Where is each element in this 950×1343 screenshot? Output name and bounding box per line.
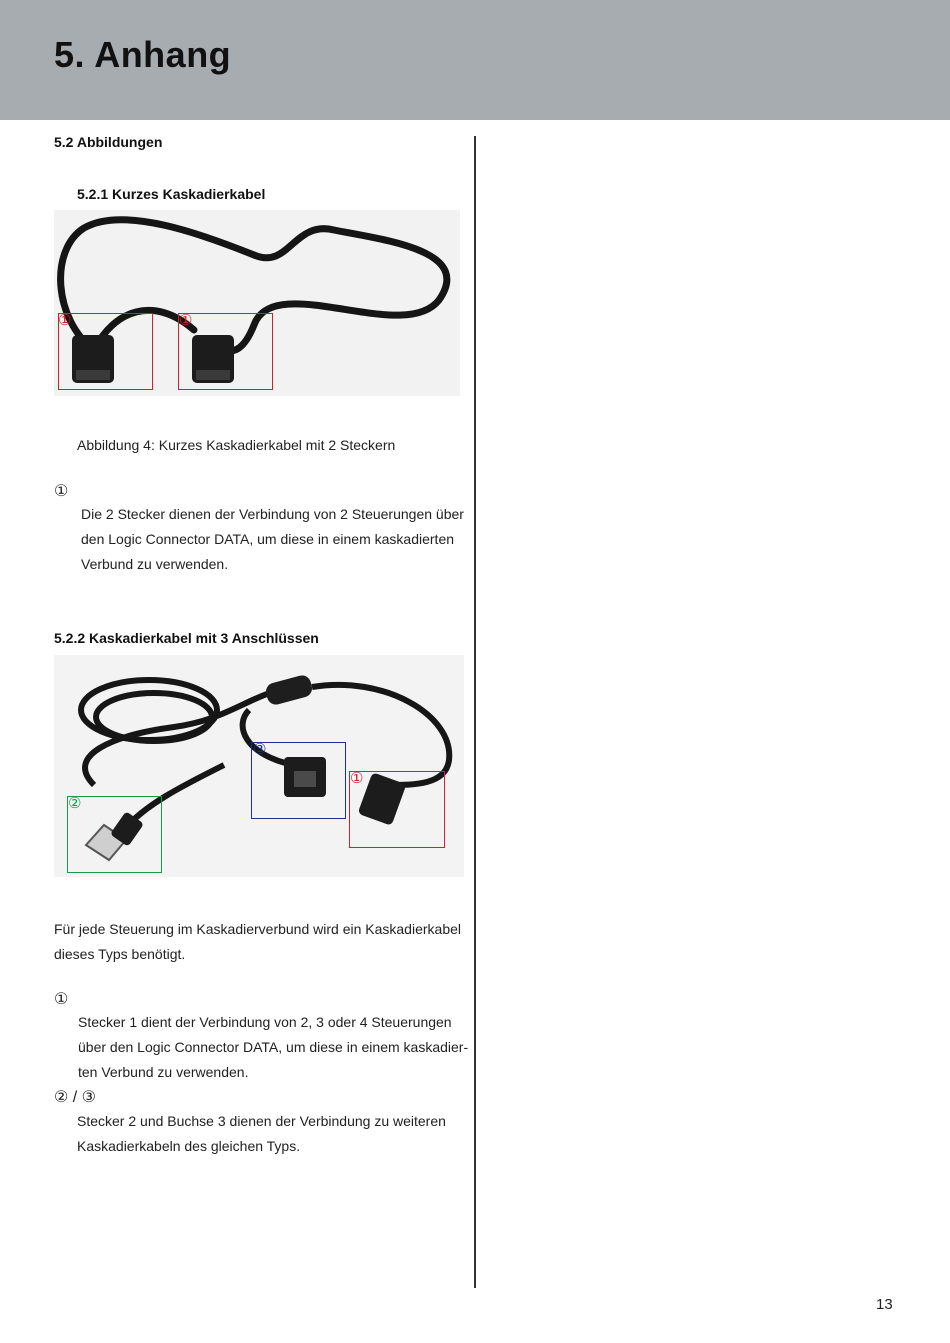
section-heading: 5.2 Abbildungen	[54, 134, 163, 150]
marker-number-1a: ①	[58, 312, 72, 329]
subsection-heading-2: 5.2.2 Kaskadierkabel mit 3 Anschlüssen	[54, 630, 319, 646]
item-text-line: Kaskadierkabeln des gleichen Typs.	[77, 1138, 301, 1154]
marker-number-1b: ①	[179, 312, 193, 329]
item-text-line: Stecker 2 und Buchse 3 dienen der Verbindung zu weiteren	[77, 1113, 446, 1129]
page-number: 13	[876, 1296, 893, 1313]
item-symbol-2-2: ② / ③	[54, 1089, 97, 1106]
item-text-line: über den Logic Connector DATA, um diese in einem kaskadier-	[78, 1039, 469, 1055]
marker-number-2: ②	[68, 795, 82, 812]
page-title: 5. Anhang	[54, 34, 232, 75]
item-text-line: den Logic Connector DATA, um diese in einem kaskadierten	[81, 531, 455, 547]
item-text-line: ten Verbund zu verwenden.	[78, 1064, 249, 1080]
subsection-heading-1: 5.2.1 Kurzes Kaskadierkabel	[77, 186, 266, 202]
column-divider	[474, 136, 476, 1288]
marker-number-3: ③	[253, 741, 267, 758]
item-text-line: Die 2 Stecker dienen der Verbindung von 2 Steuerungen über	[81, 506, 464, 522]
figure-caption: Abbildung 4: Kurzes Kaskadierkabel mit 2 Steckern	[77, 437, 396, 453]
item-symbol-1: ①	[54, 483, 69, 500]
marker-number-1: ①	[350, 770, 364, 787]
item-text-line: Verbund zu verwenden.	[81, 556, 229, 572]
intro-text-line: Für jede Steuerung im Kaskadierverbund wird ein Kaskadierkabel	[54, 921, 461, 937]
connector-marker-1a	[58, 313, 153, 390]
item-symbol-2-1: ①	[54, 991, 69, 1008]
item-text-line: Stecker 1 dient der Verbindung von 2, 3 oder 4 Steuerungen	[78, 1014, 452, 1030]
intro-text-line: dieses Typs benötigt.	[54, 946, 186, 962]
page-header	[0, 0, 950, 120]
